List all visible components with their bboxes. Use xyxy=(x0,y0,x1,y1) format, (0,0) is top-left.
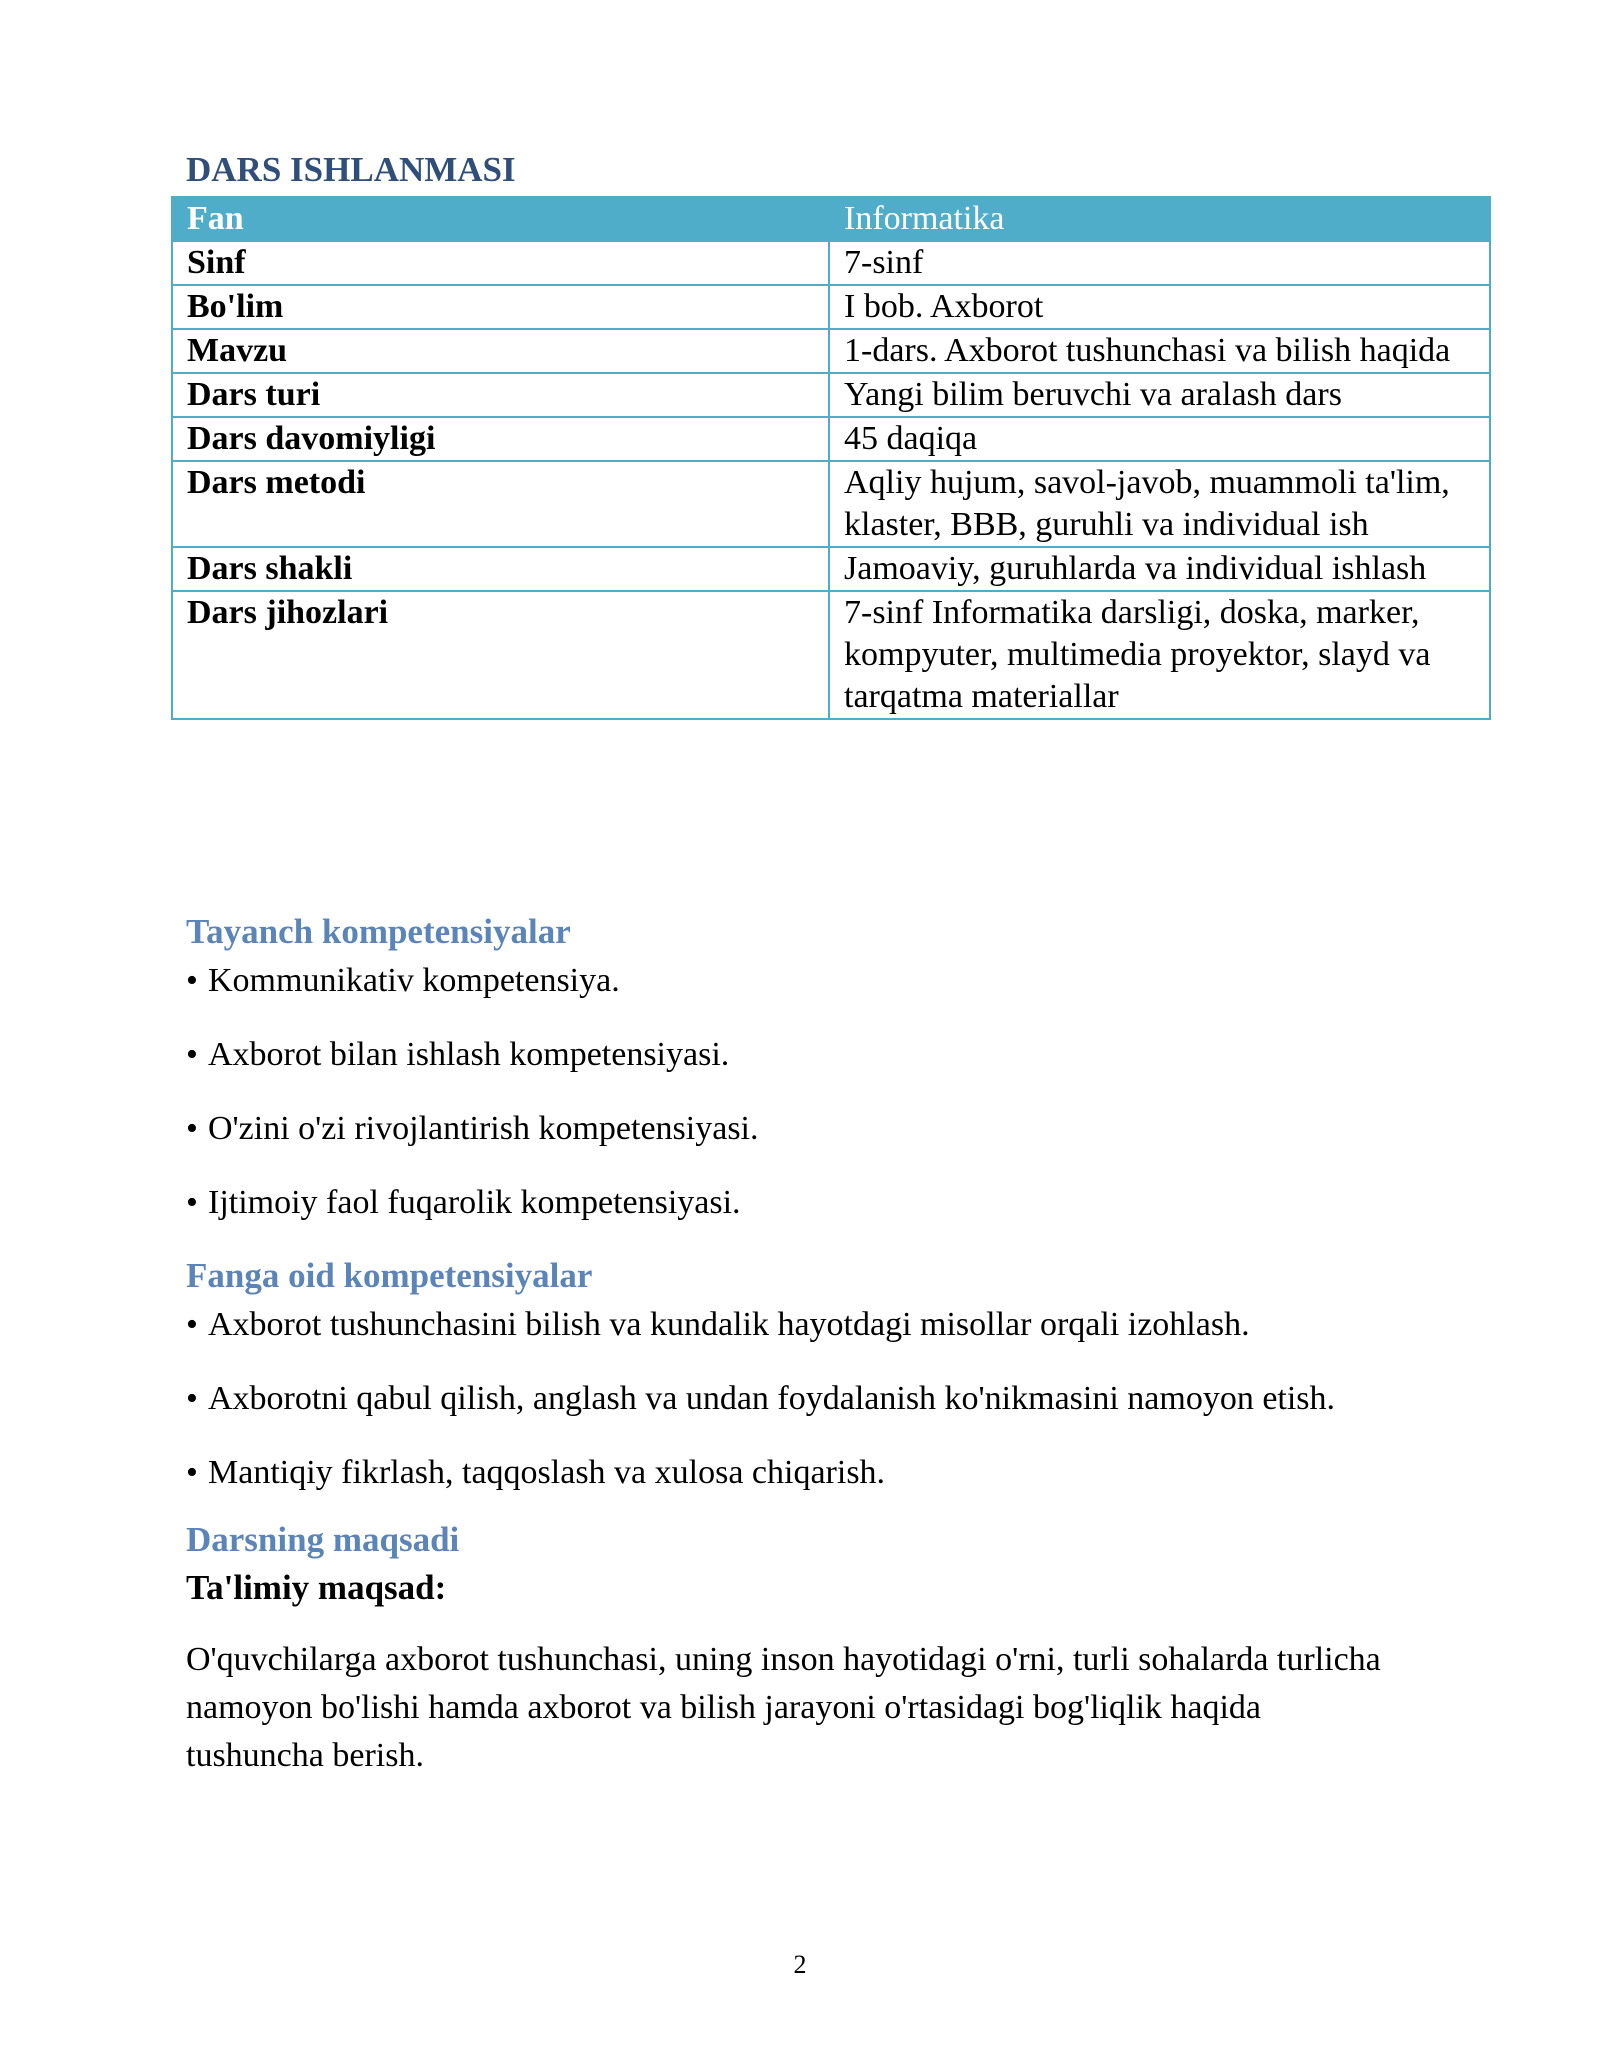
table-row xyxy=(172,591,1490,719)
list-item xyxy=(186,1104,1486,1154)
row-label: Dars jihozlari xyxy=(172,591,829,719)
subject-competencies-heading: Fanga oid kompetensiyalar xyxy=(186,1256,593,1295)
list-item-text: Mantiqiy fikrlash, taqqoslash va xulosa chiqarish. xyxy=(208,1454,886,1491)
bullet-icon: • xyxy=(186,1380,198,1417)
bullet-icon: • xyxy=(186,962,198,999)
core-competencies-heading: Tayanch kompetensiyalar xyxy=(186,912,571,951)
list-item xyxy=(186,1178,1486,1228)
table-row xyxy=(172,241,1490,285)
row-value: I bob. Axborot xyxy=(829,285,1490,329)
row-value: 1-dars. Axborot tushunchasi va bilish haqida xyxy=(829,329,1490,373)
bullet-icon: • xyxy=(186,1184,198,1221)
document-title: DARS ISHLANMASI xyxy=(186,150,516,189)
row-label: Bo'lim xyxy=(172,285,829,329)
lesson-goal-heading: Darsning maqsadi xyxy=(186,1520,460,1559)
educational-goal-text: O'quvchilarga axborot tushunchasi, uning inson hayotidagi o'rni, turli sohalarda turlicha namoyon bo'lishi hamda axborot va bilish jarayoni o'rtasidagi bog'liqlik haqida tushuncha berish. xyxy=(186,1641,1381,1774)
row-label: Mavzu xyxy=(172,329,829,373)
list-item xyxy=(186,1374,1486,1424)
list-item-text: Kommunikativ kompetensiya. xyxy=(208,962,620,999)
list-item xyxy=(186,956,1486,1006)
row-value: Jamoaviy, guruhlarda va individual ishlash xyxy=(829,547,1490,591)
page-number: 2 xyxy=(793,1950,807,1979)
bullet-icon: • xyxy=(186,1110,198,1147)
list-item xyxy=(186,1300,1486,1350)
list-item-text: Ijtimoiy faol fuqarolik kompetensiyasi. xyxy=(208,1184,741,1221)
row-value: Yangi bilim beruvchi va aralash dars xyxy=(829,373,1490,417)
table-header-row xyxy=(172,197,1490,241)
row-value: 7-sinf Informatika darsligi, doska, marker, kompyuter, multimedia proyektor, slayd va tarqatma materiallar xyxy=(829,591,1490,719)
list-item-text: Axborot tushunchasini bilish va kundalik hayotdagi misollar orqali izohlash. xyxy=(208,1306,1250,1343)
table-row xyxy=(172,329,1490,373)
table-row xyxy=(172,285,1490,329)
bullet-icon: • xyxy=(186,1454,198,1491)
table-row xyxy=(172,373,1490,417)
row-label: Dars shakli xyxy=(172,547,829,591)
content-sections xyxy=(186,908,1486,1780)
table-row xyxy=(172,417,1490,461)
row-label: Dars metodi xyxy=(172,461,829,547)
table-header-value: Informatika xyxy=(829,197,1490,241)
lesson-info-table xyxy=(171,196,1491,720)
list-item-text: Axborotni qabul qilish, anglash va undan foydalanish ko'nikmasini namoyon etish. xyxy=(208,1380,1336,1417)
row-label: Dars davomiyligi xyxy=(172,417,829,461)
list-item xyxy=(186,1030,1486,1080)
row-value: Aqliy hujum, savol-javob, muammoli ta'lim, klaster, BBB, guruhli va individual ish xyxy=(829,461,1490,547)
list-item-text: O'zini o'zi rivojlantirish kompetensiyasi. xyxy=(208,1110,759,1147)
table-row xyxy=(172,547,1490,591)
list-item-text: Axborot bilan ishlash kompetensiyasi. xyxy=(208,1036,730,1073)
table-header-label: Fan xyxy=(172,197,829,241)
row-value: 7-sinf xyxy=(829,241,1490,285)
bullet-icon: • xyxy=(186,1306,198,1343)
row-label: Dars turi xyxy=(172,373,829,417)
row-label: Sinf xyxy=(172,241,829,285)
table-row xyxy=(172,461,1490,547)
bullet-icon: • xyxy=(186,1036,198,1073)
row-value: 45 daqiqa xyxy=(829,417,1490,461)
core-competencies-list xyxy=(186,956,1486,1228)
subject-competencies-list xyxy=(186,1300,1486,1498)
educational-goal-subheading: Ta'limiy maqsad: xyxy=(186,1568,447,1607)
list-item xyxy=(186,1448,1486,1498)
